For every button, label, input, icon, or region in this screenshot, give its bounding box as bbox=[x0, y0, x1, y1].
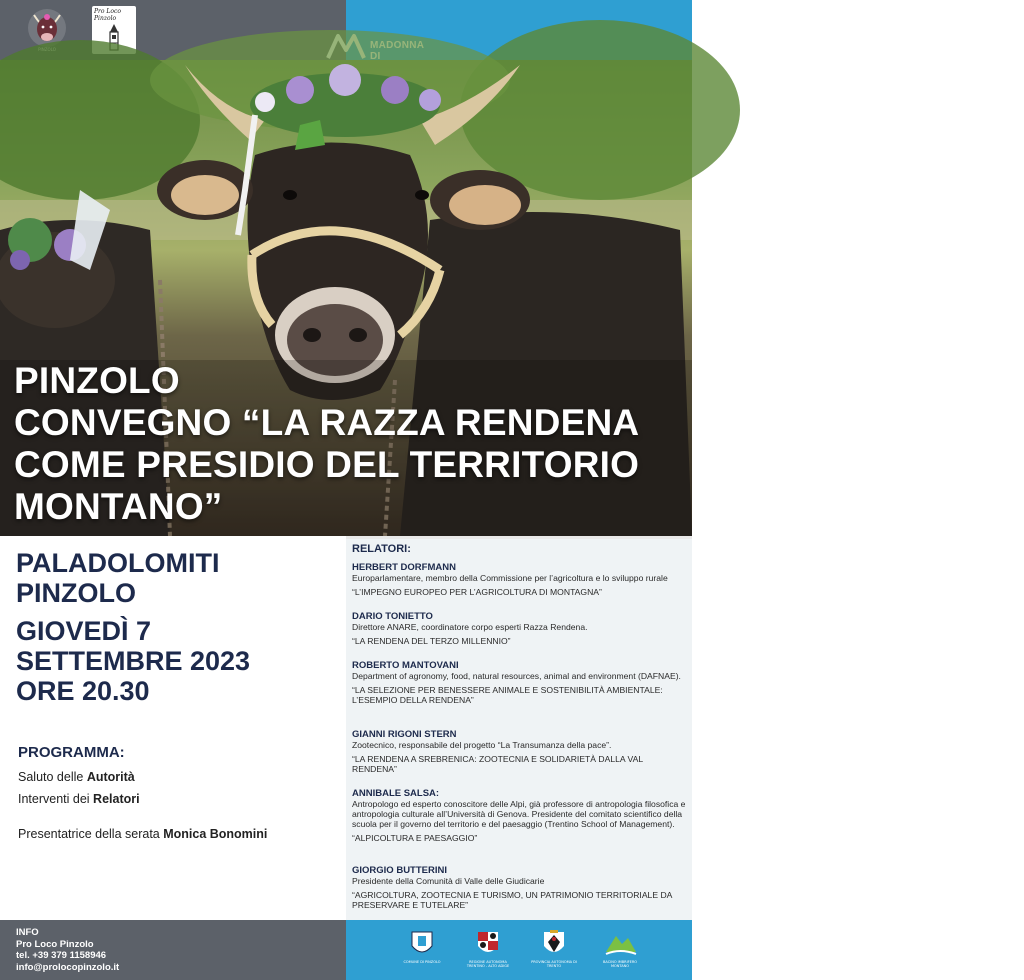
speaker-talk: “AGRICOLTURA, ZOOTECNIA E TURISMO, UN PATRIMONIO TERRITORIALE DA PRESERVARE E TUTELARE” bbox=[352, 890, 672, 910]
speaker-item bbox=[352, 865, 688, 910]
program-line1-bold: Autorità bbox=[86, 770, 135, 784]
speaker-item bbox=[352, 788, 688, 843]
program-line3-bold: Monica Bonomini bbox=[163, 827, 268, 841]
program-line1-prefix: Saluto delle bbox=[18, 770, 87, 784]
speaker-name: GIANNI RIGONI STERN bbox=[352, 729, 457, 740]
info-organization: Pro Loco Pinzolo bbox=[16, 938, 94, 950]
contact-info bbox=[16, 927, 119, 973]
emblem-caption: PROVINCIA AUTONOMA DI TRENTO bbox=[531, 960, 577, 968]
program-line-speakers bbox=[18, 792, 140, 806]
date-line-2: SETTEMBRE 2023 bbox=[16, 646, 251, 676]
speaker-talk: “ALPICOLTURA E PAESAGGIO” bbox=[352, 833, 478, 843]
speaker-name: DARIO TONIETTO bbox=[352, 611, 433, 622]
emblem-caption: REGIONE AUTONOMA TRENTINO - ALTO ADIGE bbox=[466, 960, 510, 968]
date-line-1: GIOVEDÌ 7 bbox=[16, 616, 152, 646]
emblem-caption: BACINO IMBRIFERO MONTANO bbox=[602, 960, 638, 968]
event-details bbox=[0, 536, 346, 920]
speaker-name: HERBERT DORFMANN bbox=[352, 562, 456, 573]
title-line-4: MONTANO” bbox=[14, 486, 223, 527]
regione-trentino-alto-adige-crest-icon bbox=[466, 928, 510, 972]
info-phone[interactable]: tel. +39 379 1158946 bbox=[16, 950, 107, 961]
venue bbox=[16, 548, 219, 608]
bacino-imbrifero-montano-icon bbox=[602, 928, 638, 972]
speaker-talk: “LA RENDENA A SREBRENICA: ZOOTECNIA E SOLIDARIETÀ DALLA VAL RENDENA” bbox=[352, 754, 643, 774]
footer bbox=[0, 920, 692, 980]
speaker-talk: “L’IMPEGNO EUROPEO PER L’AGRICOLTURA DI MONTAGNA” bbox=[352, 587, 602, 597]
speaker-role: Antropologo ed esperto conoscitore delle Alpi, già professore di antropologia filosofica e antropologia culturale all’Università di Genova. Presidente del comitato scientifico della scuola per il governo del territorio e del paesaggio (Trentino School of Management). bbox=[352, 799, 686, 829]
hero-photo bbox=[0, 60, 692, 536]
proloco-logo-text: Pro Loco Pinzolo bbox=[94, 8, 121, 22]
speaker-name: GIORGIO BUTTERINI bbox=[352, 865, 447, 876]
footer-info-section bbox=[0, 920, 346, 980]
emblem-caption: COMUNE DI PINZOLO bbox=[403, 960, 441, 964]
program-line-greetings bbox=[18, 770, 135, 784]
trentino-logo: TRENTINO bbox=[968, 20, 1024, 32]
program-line2-bold: Relatori bbox=[93, 792, 140, 806]
speaker-role: Direttore ANARE, coordinatore corpo esperti Razza Rendena. bbox=[352, 622, 588, 632]
speakers-heading: RELATORI: bbox=[352, 543, 411, 555]
program-line3-prefix: Presentatrice della serata bbox=[18, 827, 164, 841]
speaker-role: Zootecnico, responsabile del progetto “La Transumanza della pace”. bbox=[352, 740, 612, 750]
venue-line-1: PALADOLOMITI bbox=[16, 548, 220, 578]
event-title bbox=[14, 360, 684, 528]
speaker-role: Department of agronomy, food, natural resources, animal and environment (DAFNAE). bbox=[352, 671, 681, 681]
program-heading: PROGRAMMA: bbox=[18, 744, 125, 761]
event-date bbox=[16, 616, 250, 706]
venue-line-2: PINZOLO bbox=[16, 578, 136, 608]
speaker-role: Europarlamentare, membro della Commissione per l’agricoltura e lo sviluppo rurale bbox=[352, 573, 668, 583]
comune-pinzolo-crest-icon bbox=[404, 928, 440, 972]
title-line-1: PINZOLO bbox=[14, 360, 180, 401]
speaker-item bbox=[352, 660, 688, 705]
info-email[interactable]: info@prolocopinzolo.it bbox=[16, 961, 120, 973]
program-line2-prefix: Interventi dei bbox=[18, 792, 94, 806]
speaker-talk: “LA RENDENA DEL TERZO MILLENNIO” bbox=[352, 636, 511, 646]
title-line-2: CONVEGNO “LA RAZZA RENDENA bbox=[14, 402, 640, 443]
speaker-item bbox=[352, 562, 688, 597]
footer-sponsors-section bbox=[346, 920, 692, 980]
speaker-name: ROBERTO MANTOVANI bbox=[352, 660, 459, 671]
provincia-trento-eagle-icon bbox=[531, 928, 577, 972]
title-line-3: COME PRESIDIO DEL TERRITORIO bbox=[14, 444, 640, 485]
date-line-3: ORE 20.30 bbox=[16, 676, 150, 706]
speaker-role: Presidente della Comunità di Valle delle Giudicarie bbox=[352, 876, 545, 886]
speaker-item bbox=[352, 611, 688, 646]
info-heading: INFO bbox=[16, 927, 39, 938]
speakers-panel bbox=[346, 536, 692, 920]
speaker-talk: “LA SELEZIONE PER BENESSERE ANIMALE E SOSTENIBILITÀ AMBIENTALE: L’ESEMPIO DELLA RENDENA” bbox=[352, 685, 663, 705]
speaker-item bbox=[352, 729, 688, 774]
speaker-name: ANNIBALE SALSA: bbox=[352, 788, 440, 799]
program-line-presenter bbox=[18, 827, 267, 841]
